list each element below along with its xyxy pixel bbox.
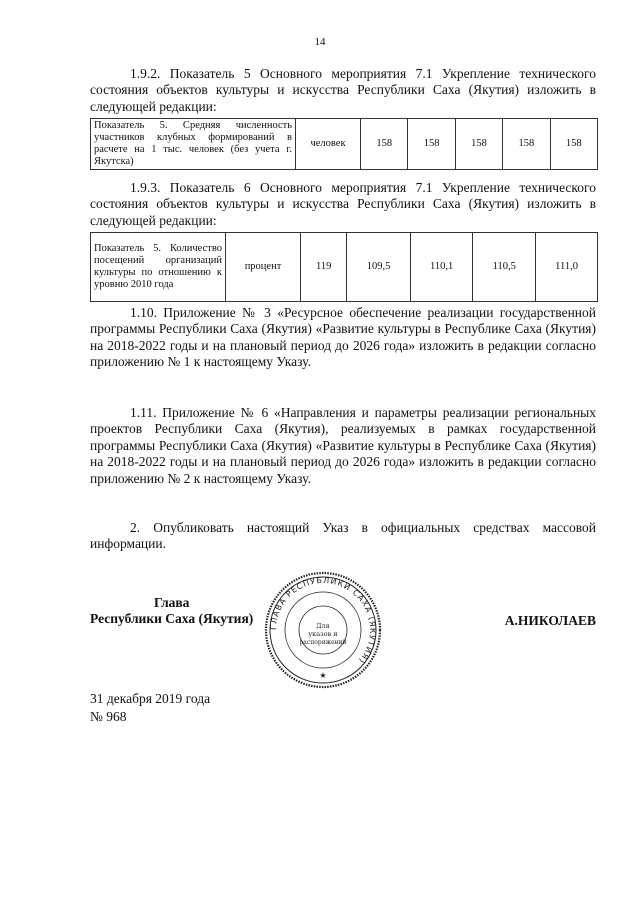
value-cell: 158 [361,119,408,170]
indicator-table-1 [90,118,598,170]
value-cell: 109,5 [347,233,410,302]
value-cell: 158 [550,119,597,170]
paragraph-text: Показатель 5 Основного мероприятия 7.1 Укрепление технического состояния объектов культуры и искусства Республики Саха (Якутия) изложить в следующей редакции: [90,66,596,114]
decree-date-block [90,690,210,726]
paragraph-text: Приложение № 3 «Ресурсное обеспечение реализации государственной программы Республики Саха (Якутия) «Развитие культуры в Республике Саха (Якутия) на 2018-2022 годы и на плановый период до 2026 года» изложить в редакции согласно приложению № 1 к настоящему Указу. [90,305,596,370]
signature-name: А.НИКОЛАЕВ [504,613,596,628]
paragraph-1-10 [90,305,596,371]
paragraph-text: Показатель 6 Основного мероприятия 7.1 Укрепление технического состояния объектов культуры и искусства Республики Саха (Якутия) изложить в следующей редакции: [90,180,596,228]
value-cell: 110,1 [410,233,473,302]
value-cell: 111,0 [536,233,598,302]
value-cell: 158 [503,119,550,170]
decree-date: 31 декабря 2019 года [90,691,211,706]
value-cell: 110,5 [473,233,536,302]
official-stamp [263,570,383,690]
indicator-table-2 [90,232,598,302]
paragraph-number: 2. [130,520,141,535]
svg-text:распоряжений: распоряжений [299,639,347,646]
paragraph-1-9-3 [90,180,596,229]
paragraph-1-11 [90,405,596,487]
svg-text:Для: Для [316,622,330,630]
indicator-label: Показатель 5. Количество посещений организаций культуры по отношению к уровню 2010 года [91,233,226,302]
signature-title-line2: Республики Саха (Якутия) [90,611,254,626]
paragraph-text: Приложение № 6 «Направления и параметры реализации региональных проектов Республики Саха (Якутия), реализуемых в рамках государственной программы Республики Саха (Якутия) «Развитие культуры в Республике Саха (Якутия) на 2018-2022 годы и на плановый период до 2026 года» изложить в редакции согласно приложению № 2 к настоящему Указу. [90,405,597,486]
stamp-ring-text: ГЛАВА РЕСПУБЛИКИ САХА (ЯКУТИЯ) [268,575,378,666]
signature-title-line1: Глава [154,595,190,610]
paragraph-number: 1.11. [130,405,157,420]
svg-text:★: ★ [319,671,327,680]
value-cell: 158 [408,119,455,170]
value-cell: 158 [455,119,502,170]
paragraph-number: 1.10. [130,305,157,320]
indicator-label: Показатель 5. Средняя численность участников клубных формирований в расчете на 1 тыс. человек (без учета г. Якутска) [91,119,296,170]
paragraph-number: 1.9.3. [130,180,161,195]
page-number: 14 [314,36,326,48]
paragraph-number: 1.9.2. [130,66,161,81]
table-row [91,233,598,302]
paragraph-2 [90,520,596,553]
unit-cell: процент [226,233,301,302]
svg-text:ГЛАВА РЕСПУБЛИКИ САХА (ЯКУТИЯ) [269,576,377,666]
paragraph-text: Опубликовать настоящий Указ в официальных средствах массовой информации. [90,520,596,552]
value-cell: 119 [301,233,347,302]
table-row [91,119,598,170]
signature-title [90,595,270,627]
svg-text:указов и: указов и [308,630,338,638]
paragraph-1-9-2 [90,66,596,115]
decree-number: № 968 [90,709,127,724]
unit-cell: человек [296,119,361,170]
